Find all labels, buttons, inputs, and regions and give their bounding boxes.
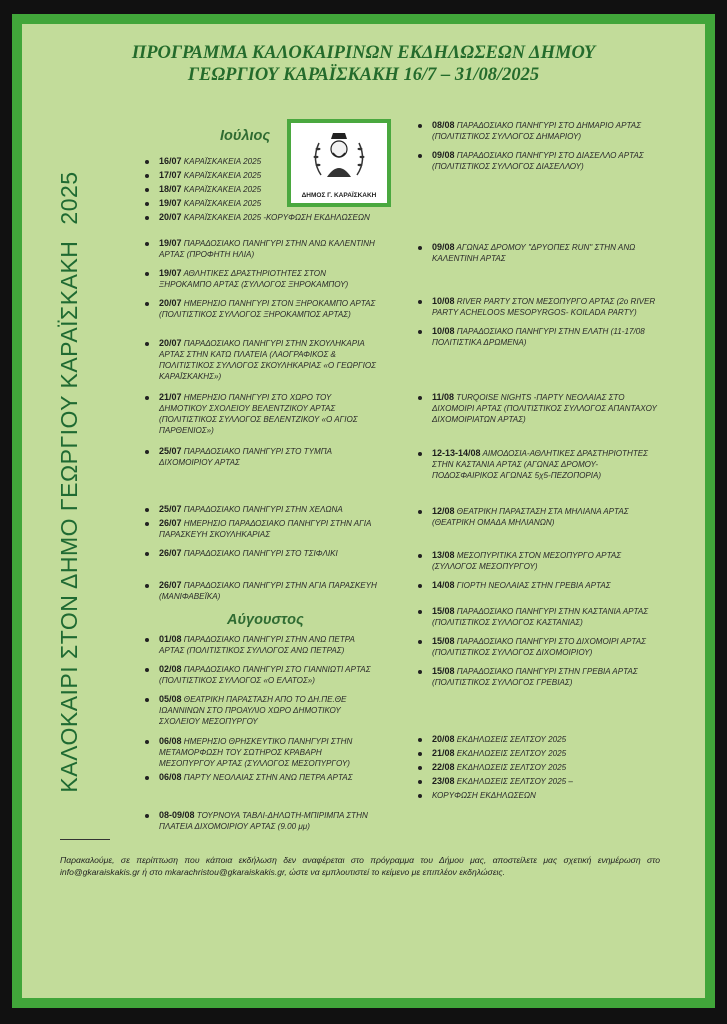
event-text: ΕΚΔΗΛΩΣΕΙΣ ΣΕΛΤΣΟΥ 2025 – bbox=[456, 777, 573, 786]
event-text: ΑΙΜΟΔΟΣΙΑ-ΑΘΛΗΤΙΚΕΣ ΔΡΑΣΤΗΡΙΟΤΗΤΕΣ ΣΤΗΝ ΚΑΣΤΑΝΙΑ ΑΡΤΑΣ (ΑΓΩΝΑΣ ΔΡΟΜΟΥ-ΠΟΔΟΣΦΑΙΡΙΚΟΣ ΑΓΩΝΑΣ 5χ5-ΠΕΖΟΠΟΡΙΑ) bbox=[432, 449, 649, 480]
event-text: ΠΑΡΑΔΟΣΙΑΚΟ ΠΑΝΗΓΥΡΙ ΣΤΗΝ ΕΛΑΤΗ (11-17/08 ΠΟΛΙΤΙΣΤΙΚΑ ΔΡΩΜΕΝΑ) bbox=[432, 327, 645, 347]
event-text: ΚΑΡΑΪΣΚΑΚΕΙΑ 2025 bbox=[183, 157, 262, 166]
right-event-item bbox=[432, 150, 664, 172]
bullet-icon bbox=[145, 668, 149, 672]
bullet-icon bbox=[418, 584, 422, 588]
event-date: 21/08 bbox=[432, 748, 455, 758]
event-date: 15/08 bbox=[432, 636, 455, 646]
event-date: 15/08 bbox=[432, 666, 455, 676]
event-date: 21/07 bbox=[159, 392, 182, 402]
right-event-item bbox=[432, 636, 664, 658]
event-text: ΠΑΡΑΔΟΣΙΑΚΟ ΠΑΝΗΓΥΡΙ ΣΤΗΝ ΑΝΩ ΚΑΛΕΝΤΙΝΗ ΑΡΤΑΣ (ΠΡΟΦΗΤΗ ΗΛΙΑ) bbox=[159, 239, 375, 259]
event-text: ΚΑΡΑΪΣΚΑΚΕΙΑ 2025 bbox=[183, 185, 262, 194]
left-event-item bbox=[159, 156, 377, 167]
event-date: 15/08 bbox=[432, 606, 455, 616]
event-date: 26/07 bbox=[159, 548, 182, 558]
left-event-item bbox=[159, 392, 377, 436]
event-text: ΗΜΕΡΗΣΙΟ ΘΡΗΣΚΕΥΤΙΚΟ ΠΑΝΗΓΥΡΙ ΣΤΗΝ ΜΕΤΑΜΟΡΦΩΣΗ ΤΟΥ ΣΩΤΗΡΟΣ ΚΡΑΒΑΡΗ ΜΕΣΟΠΥΡΓΟΥ ΑΡΤΑΣ (ΣΥΛΛΟΓΟΣ ΜΕΣΟΠΥΡΓΟΥ) bbox=[159, 737, 353, 768]
bullet-icon bbox=[145, 242, 149, 246]
left-event-item bbox=[159, 184, 377, 195]
bullet-icon bbox=[418, 752, 422, 756]
event-text: ΚΑΡΑΪΣΚΑΚΕΙΑ 2025 bbox=[183, 199, 262, 208]
right-event-item bbox=[432, 120, 664, 142]
event-text: ΚΑΡΑΪΣΚΑΚΕΙΑ 2025 bbox=[183, 171, 262, 180]
bullet-icon bbox=[418, 780, 422, 784]
right-event-item bbox=[432, 448, 664, 481]
left-event-item bbox=[159, 580, 377, 602]
event-date: 05/08 bbox=[159, 694, 182, 704]
event-text: ΠΑΡΑΔΟΣΙΑΚΟ ΠΑΝΗΓΥΡΙ ΣΤΟ ΔΙΧΟΜΟΙΡΙ ΑΡΤΑΣ (ΠΟΛΙΤΙΣΤΙΚΟΣ ΣΥΛΛΟΓΟΣ ΔΙΧΟΜΟΙΡΙΟΥ) bbox=[432, 637, 647, 657]
event-text: ΓΙΟΡΤΗ ΝΕΟΛΑΙΑΣ ΣΤΗΝ ΓΡΕΒΙΑ ΑΡΤΑΣ bbox=[456, 581, 611, 590]
bullet-icon bbox=[418, 794, 422, 798]
event-date: 06/08 bbox=[159, 736, 182, 746]
event-date: 17/07 bbox=[159, 170, 182, 180]
event-date: 01/08 bbox=[159, 634, 182, 644]
vertical-banner-text: ΚΑΛΟΚΑΙΡΙ ΣΤΟΝ ΔΗΜΟ ΓΕΩΡΓΙΟΥ ΚΑΡΑΪΣΚΑΚΗ bbox=[56, 240, 82, 793]
event-text: TURQOISE NIGHTS -ΠΑΡΤΥ ΝΕΟΛΑΙΑΣ ΣΤΟ ΔΙΧΟΜΟΙΡΙ ΑΡΤΑΣ (ΠΟΛΙΤΙΣΤΙΚΟΣ ΣΥΛΛΟΓΟΣ ΑΠΑΝΤΑΧΟΥ ΔΙΧΟΜΟΙΡΙΑΤΩΝ ΑΡΤΑΣ) bbox=[432, 393, 657, 424]
right-event-item bbox=[432, 580, 664, 591]
left-event-item bbox=[159, 446, 377, 468]
event-date: 08-09/08 bbox=[159, 810, 195, 820]
bullet-icon bbox=[418, 554, 422, 558]
right-event-item bbox=[432, 790, 664, 801]
bullet-icon bbox=[418, 610, 422, 614]
right-event-item bbox=[432, 606, 664, 628]
right-event-item bbox=[432, 666, 664, 688]
event-date: 23/08 bbox=[432, 776, 455, 786]
event-text: ΗΜΕΡΗΣΙΟ ΠΑΡΑΔΟΣΙΑΚΟ ΠΑΝΗΓΥΡΙ ΣΤΗΝ ΑΓΙΑ ΠΑΡΑΣΚΕΥΗ ΣΚΟΥΛΗΚΑΡΙΑΣ bbox=[159, 519, 372, 539]
event-date: 08/08 bbox=[432, 120, 455, 130]
left-event-item bbox=[159, 694, 377, 727]
right-event-item bbox=[432, 242, 664, 264]
left-event-item bbox=[159, 548, 377, 559]
right-event-item bbox=[432, 326, 664, 348]
vertical-banner-year: 2025 bbox=[56, 171, 82, 225]
event-text: ΠΑΡΑΔΟΣΙΑΚΟ ΠΑΝΗΓΥΡΙ ΣΤΗΝ ΣΚΟΥΛΗΚΑΡΙΑ ΑΡΤΑΣ ΣΤΗΝ ΚΑΤΩ ΠΛΑΤΕΙΑ (ΛΑΟΓΡΑΦΙΚΟΣ & ΠΟΛΙΤΙΣΤΙΚΟΣ ΣΥΛΛΟΓΟΣ ΣΚΟΥΛΗΚΑΡΙΑΣ «Ο ΓΕΩΡΓΙΟΣ ΚΑΡΑΪΣΚΑΚΗΣ») bbox=[159, 339, 377, 381]
event-text: ΠΑΡΑΔΟΣΙΑΚΟ ΠΑΝΗΓΥΡΙ ΣΤΟ ΓΙΑΝΝΙΩΤΙ ΑΡΤΑΣ (ΠΟΛΙΤΙΣΤΙΚΟΣ ΣΥΛΛΟΓΟΣ «Ο ΕΛΑΤΟΣ») bbox=[159, 665, 371, 685]
left-event-item bbox=[159, 198, 377, 209]
bullet-icon bbox=[418, 452, 422, 456]
event-text: ΠΑΡΑΔΟΣΙΑΚΟ ΠΑΝΗΓΥΡΙ ΣΤΟ ΔΙΑΣΕΛΛΟ ΑΡΤΑΣ (ΠΟΛΙΤΙΣΤΙΚΟΣ ΣΥΛΛΟΓΟΣ ΔΙΑΣΕΛΛΟΥ) bbox=[432, 151, 644, 171]
bullet-icon bbox=[145, 776, 149, 780]
event-text: ΗΜΕΡΗΣΙΟ ΠΑΝΗΓΥΡΙ ΣΤΟ ΧΩΡΟ ΤΟΥ ΔΗΜΟΤΙΚΟΥ ΣΧΟΛΕΙΟΥ ΒΕΛΕΝΤΖΙΚΟΥ ΑΡΤΑΣ (ΠΟΛΙΤΙΣΤΙΚΟΣ ΣΥΛΛΟΓΟΣ ΒΕΛΕΝΤΖΙΚΟΥ «Ο ΑΓΙΟΣ ΠΑΡΘΕΝΙΟΣ») bbox=[159, 393, 358, 435]
bullet-icon bbox=[418, 154, 422, 158]
right-event-item bbox=[432, 748, 664, 759]
event-date: 19/07 bbox=[159, 238, 182, 248]
bullet-icon bbox=[145, 202, 149, 206]
event-date: 06/08 bbox=[159, 772, 182, 782]
event-text: ΑΓΩΝΑΣ ΔΡΟΜΟΥ "ΔΡΥΟΠΕΣ RUN" ΣΤΗΝ ΑΝΩ ΚΑΛΕΝΤΙΝΗ ΑΡΤΑΣ bbox=[432, 243, 636, 263]
bullet-icon bbox=[418, 396, 422, 400]
event-date: 16/07 bbox=[159, 156, 182, 166]
event-text: ΠΑΡΑΔΟΣΙΑΚΟ ΠΑΝΗΓΥΡΙ ΣΤΟ ΤΥΜΠΑ ΔΙΧΟΜΟΙΡΙΟΥ ΑΡΤΑΣ bbox=[159, 447, 332, 467]
event-text: ΤΟΥΡΝΟΥΑ ΤΑΒΛΙ-ΔΗΛΩΤΗ-ΜΠΙΡΙΜΠΑ ΣΤΗΝ ΠΛΑΤΕΙΑ ΔΙΧΟΜΟΙΡΙΟΥ ΑΡΤΑΣ (9.00 μμ) bbox=[159, 811, 368, 831]
event-text: ΠΑΡΑΔΟΣΙΑΚΟ ΠΑΝΗΓΥΡΙ ΣΤΗΝ ΓΡΕΒΙΑ ΑΡΤΑΣ (ΠΟΛΙΤΙΣΤΙΚΟΣ ΣΥΛΛΟΓΟΣ ΓΡΕΒΙΑΣ) bbox=[432, 667, 638, 687]
event-date: 13/08 bbox=[432, 550, 455, 560]
event-date: 22/08 bbox=[432, 762, 455, 772]
event-date: 02/08 bbox=[159, 664, 182, 674]
event-text: ΜΕΣΟΠΥΡΙΤΙΚΑ ΣΤΟΝ ΜΕΣΟΠΥΡΓΟ ΑΡΤΑΣ (ΣΥΛΛΟΓΟΣ ΜΕΣΟΠΥΡΓΟΥ) bbox=[432, 551, 622, 571]
footnote-rule bbox=[60, 839, 110, 840]
event-text: ΕΚΔΗΛΩΣΕΙΣ ΣΕΛΤΣΟΥ 2025 bbox=[456, 763, 567, 772]
event-text: ΠΑΡΑΔΟΣΙΑΚΟ ΠΑΝΗΓΥΡΙ ΣΤΗΝ ΑΓΙΑ ΠΑΡΑΣΚΕΥΗ (ΜΑΝΙΦΑΒΕΪΚΑ) bbox=[159, 581, 377, 601]
bullet-icon bbox=[145, 302, 149, 306]
bullet-icon bbox=[145, 814, 149, 818]
title-line-2: ΓΕΩΡΓΙΟΥ ΚΑΡΑΪΣΚΑΚΗ 16/7 – 31/08/2025 bbox=[187, 65, 540, 85]
bullet-icon bbox=[418, 738, 422, 742]
left-event-item bbox=[159, 736, 377, 769]
bullet-icon bbox=[145, 508, 149, 512]
event-text: ΗΜΕΡΗΣΙΟ ΠΑΝΗΓΥΡΙ ΣΤΟΝ ΞΗΡΟΚΑΜΠΟ ΑΡΤΑΣ (ΠΟΛΙΤΙΣΤΙΚΟΣ ΣΥΛΛΟΓΟΣ ΞΗΡΟΚΑΜΠΟΣ ΑΡΤΑΣ) bbox=[159, 299, 376, 319]
event-date: 12-13-14/08 bbox=[432, 448, 481, 458]
left-event-item bbox=[159, 634, 377, 656]
bullet-icon bbox=[418, 330, 422, 334]
bullet-icon bbox=[145, 638, 149, 642]
bullet-icon bbox=[418, 640, 422, 644]
bullet-icon bbox=[145, 342, 149, 346]
event-date: 09/08 bbox=[432, 150, 455, 160]
right-event-item bbox=[432, 550, 664, 572]
event-date: 25/07 bbox=[159, 446, 182, 456]
event-date: 26/07 bbox=[159, 518, 182, 528]
month-heading-july: Ιούλιος bbox=[220, 128, 271, 144]
footer-note: Παρακαλούμε, σε περίπτωση που κάποια εκδήλωση δεν αναφέρεται στο πρόγραμμα του Δήμου μας, αποστείλετε μας σχετική ενημέρωση στο info@gkaraiskakis.gr ή στο mkarachristou@gkaraiskakis.gr, ώστε να εμπλουτιστεί το κείμενο με επιπλέον εκδηλώσεις. bbox=[60, 855, 660, 877]
left-event-item bbox=[159, 338, 377, 382]
bullet-icon bbox=[145, 174, 149, 178]
event-date: 20/07 bbox=[159, 298, 182, 308]
bullet-icon bbox=[145, 740, 149, 744]
bullet-icon bbox=[145, 188, 149, 192]
event-date: 20/08 bbox=[432, 734, 455, 744]
bullet-icon bbox=[418, 670, 422, 674]
event-text: ΚΑΡΑΪΣΚΑΚΕΙΑ 2025 -ΚΟΡΥΦΩΣΗ ΕΚΔΗΛΩΣΕΩΝ bbox=[183, 213, 370, 222]
event-date: 19/07 bbox=[159, 198, 182, 208]
bullet-icon bbox=[145, 584, 149, 588]
event-text: ΘΕΑΤΡΙΚΗ ΠΑΡΑΣΤΑΣΗ ΑΠΟ ΤΟ ΔΗ.ΠΕ.ΘΕ ΙΩΑΝΝΙΝΩΝ ΣΤΟ ΠΡΟΑΥΛΙΟ ΧΩΡΟ ΔΗΜΟΤΙΚΟΥ ΣΧΟΛΕΙΟΥ ΜΕΣΟΠΥΡΓΟΥ bbox=[159, 695, 347, 726]
left-event-item bbox=[159, 238, 377, 260]
event-date: 20/07 bbox=[159, 212, 182, 222]
right-event-item bbox=[432, 734, 664, 745]
logo-caption: ΔΗΜΟΣ Γ. ΚΑΡΑΪΣΚΑΚΗ bbox=[301, 192, 377, 199]
bullet-icon bbox=[418, 124, 422, 128]
right-event-item bbox=[432, 506, 664, 528]
bullet-icon bbox=[145, 552, 149, 556]
right-event-item bbox=[432, 296, 664, 318]
right-event-item bbox=[432, 392, 664, 425]
bullet-icon bbox=[418, 246, 422, 250]
event-date: 18/07 bbox=[159, 184, 182, 194]
event-text: ΑΘΛΗΤΙΚΕΣ ΔΡΑΣΤΗΡΙΟΤΗΤΕΣ ΣΤΟΝ ΞΗΡΟΚΑΜΠΟ ΑΡΤΑΣ (ΣΥΛΛΟΓΟΣ ΞΗΡΟΚΑΜΠΟΥ) bbox=[159, 269, 349, 289]
left-event-item bbox=[159, 298, 377, 320]
left-event-item bbox=[159, 268, 377, 290]
bullet-icon bbox=[145, 522, 149, 526]
title-line-1: ΠΡΟΓΡΑΜΜΑ ΚΑΛΟΚΑΙΡΙΝΩΝ ΕΚΔΗΛΩΣΕΩΝ ΔΗΜΟΥ bbox=[131, 43, 596, 63]
left-event-item bbox=[159, 664, 377, 686]
event-text: RIVER PARTY ΣΤΟΝ ΜΕΣΟΠΥΡΓΟ ΑΡΤΑΣ (2ο RIVER PARTY ACHELOOS MESOPYRGOS- KOILADA PARTY) bbox=[432, 297, 656, 317]
left-event-item bbox=[159, 212, 377, 223]
bullet-icon bbox=[418, 510, 422, 514]
event-text: ΠΑΡΑΔΟΣΙΑΚΟ ΠΑΝΗΓΥΡΙ ΣΤΗΝ ΧΕΛΩΝΑ bbox=[183, 505, 343, 514]
event-text: ΠΑΡΑΔΟΣΙΑΚΟ ΠΑΝΗΓΥΡΙ ΣΤΗΝ ΚΑΣΤΑΝΙΑ ΑΡΤΑΣ (ΠΟΛΙΤΙΣΤΙΚΟΣ ΣΥΛΛΟΓΟΣ ΚΑΣΤΑΝΙΑΣ) bbox=[432, 607, 649, 627]
left-event-item bbox=[159, 504, 377, 515]
bullet-icon bbox=[145, 272, 149, 276]
event-date: 20/07 bbox=[159, 338, 182, 348]
event-text: ΘΕΑΤΡΙΚΗ ΠΑΡΑΣΤΑΣΗ ΣΤΑ ΜΗΛΙΑΝΑ ΑΡΤΑΣ (ΘΕΑΤΡΙΚΗ ΟΜΑΔΑ ΜΗΛΙΑΝΩΝ) bbox=[432, 507, 629, 527]
event-text: ΠΑΡΑΔΟΣΙΑΚΟ ΠΑΝΗΓΥΡΙ ΣΤΗΝ ΑΝΩ ΠΕΤΡΑ ΑΡΤΑΣ (ΠΟΛΙΤΙΣΤΙΚΟΣ ΣΥΛΛΟΓΟΣ ΑΝΩ ΠΕΤΡΑΣ) bbox=[159, 635, 355, 655]
event-date: 26/07 bbox=[159, 580, 182, 590]
bullet-icon bbox=[145, 216, 149, 220]
event-date: 11/08 bbox=[432, 392, 455, 402]
event-date: 10/08 bbox=[432, 296, 455, 306]
bullet-icon bbox=[145, 450, 149, 454]
event-text: ΠΑΡΑΔΟΣΙΑΚΟ ΠΑΝΗΓΥΡΙ ΣΤΟ ΤΣΙΦΛΙΚΙ bbox=[183, 549, 338, 558]
event-text: ΕΚΔΗΛΩΣΕΙΣ ΣΕΛΤΣΟΥ 2025 bbox=[456, 749, 567, 758]
left-event-item bbox=[159, 170, 377, 181]
month-heading-august: Αύγουστος bbox=[227, 612, 304, 628]
event-date: 14/08 bbox=[432, 580, 455, 590]
event-text: ΠΑΡΑΔΟΣΙΑΚΟ ΠΑΝΗΓΥΡΙ ΣΤΟ ΔΗΜΑΡΙΟ ΑΡΤΑΣ (ΠΟΛΙΤΙΣΤΙΚΟΣ ΣΥΛΛΟΓΟΣ ΔΗΜΑΡΙΟΥ) bbox=[432, 121, 642, 141]
right-event-item bbox=[432, 776, 664, 787]
event-date: 09/08 bbox=[432, 242, 455, 252]
left-event-item bbox=[159, 810, 377, 832]
vertical-banner bbox=[56, 82, 88, 882]
event-date: 19/07 bbox=[159, 268, 182, 278]
bullet-icon bbox=[145, 160, 149, 164]
event-date: 25/07 bbox=[159, 504, 182, 514]
bullet-icon bbox=[418, 300, 422, 304]
event-date: 12/08 bbox=[432, 506, 455, 516]
bullet-icon bbox=[418, 766, 422, 770]
right-event-item bbox=[432, 762, 664, 773]
event-date: 10/08 bbox=[432, 326, 455, 336]
event-text: ΚΟΡΥΦΩΣΗ ΕΚΔΗΛΩΣΕΩΝ bbox=[432, 791, 536, 800]
event-text: ΠΑΡΤΥ ΝΕΟΛΑΙΑΣ ΣΤΗΝ ΑΝΩ ΠΕΤΡΑ ΑΡΤΑΣ bbox=[183, 773, 353, 782]
bullet-icon bbox=[145, 396, 149, 400]
event-text: ΕΚΔΗΛΩΣΕΙΣ ΣΕΛΤΣΟΥ 2025 bbox=[456, 735, 567, 744]
bullet-icon bbox=[145, 698, 149, 702]
poster-sheet bbox=[22, 24, 705, 998]
left-event-item bbox=[159, 772, 377, 783]
left-event-item bbox=[159, 518, 377, 540]
